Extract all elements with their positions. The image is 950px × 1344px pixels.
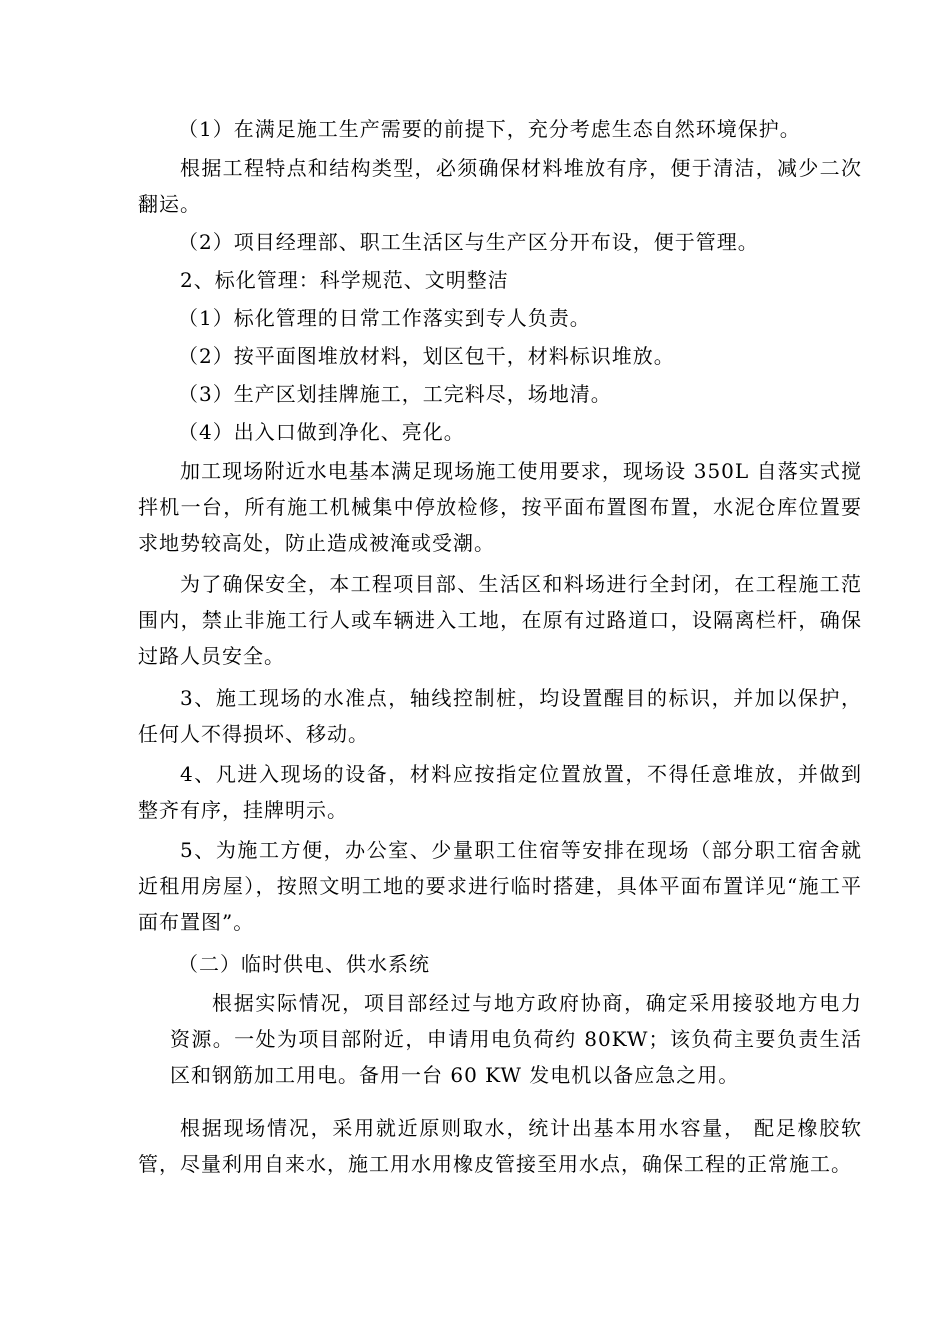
paragraph-7: （3）生产区划挂牌施工，工完料尽，场地清。 <box>178 382 612 406</box>
paragraph-13: 5、为施工方便，办公室、少量职工住宿等安排在现场（部分职工宿舍就近租用房屋），按照文明工地的要求进行临时搭建，具体平面布置详见“施工平面布置图”。 <box>138 838 862 934</box>
paragraph-1: （1）在满足施工生产需要的前提下，充分考虑生态自然环境保护。 <box>178 117 801 141</box>
paragraph-2: 根据工程特点和结构类型，必须确保材料堆放有序，便于清洁，减少二次翻运。 <box>138 156 862 216</box>
paragraph-10: 为了确保安全，本工程项目部、生活区和料场进行全封闭，在工程施工范围内，禁止非施工行人或车辆进入工地，在原有过路道口，设隔离栏杆，确保过路人员安全。 <box>138 572 862 668</box>
paragraph-9: 加工现场附近水电基本满足现场施工使用要求，现场设 350L 自落实式搅拌机一台，所有施工机械集中停放检修，按平面布置图布置，水泥仓库位置要求地势较高处，防止造成被淹或受潮。 <box>138 459 862 555</box>
paragraph-4: 2、标化管理：科学规范、文明整洁 <box>180 268 509 292</box>
paragraph-15: 根据实际情况，项目部经过与地方政府协商，确定采用接驳地方电力资源。一处为项目部附近，申请用电负荷约 80KW；该负荷主要负责生活区和钢筋加工用电。备用一台 60 KW 发电机以备应急之用。 <box>170 991 862 1087</box>
paragraph-6: （2）按平面图堆放材料，划区包干，材料标识堆放。 <box>178 344 675 368</box>
paragraph-3: （2）项目经理部、职工生活区与生产区分开布设，便于管理。 <box>178 230 759 254</box>
paragraph-16: 根据现场情况，采用就近原则取水，统计出基本用水容量， 配足橡胶软管，尽量利用自来水，施工用水用橡皮管接至用水点，确保工程的正常施工。 <box>138 1116 862 1176</box>
paragraph-5: （1）标化管理的日常工作落实到专人负责。 <box>178 306 591 330</box>
paragraph-8: （4）出入口做到净化、亮化。 <box>178 420 465 444</box>
paragraph-11: 3、施工现场的水准点，轴线控制桩，均设置醒目的标识，并加以保护，任何人不得损坏、移动。 <box>138 686 862 746</box>
paragraph-12: 4、凡进入现场的设备，材料应按指定位置放置，不得任意堆放，并做到整齐有序，挂牌明示。 <box>138 762 862 822</box>
paragraph-14: （二）临时供电、供水系统 <box>178 952 430 976</box>
